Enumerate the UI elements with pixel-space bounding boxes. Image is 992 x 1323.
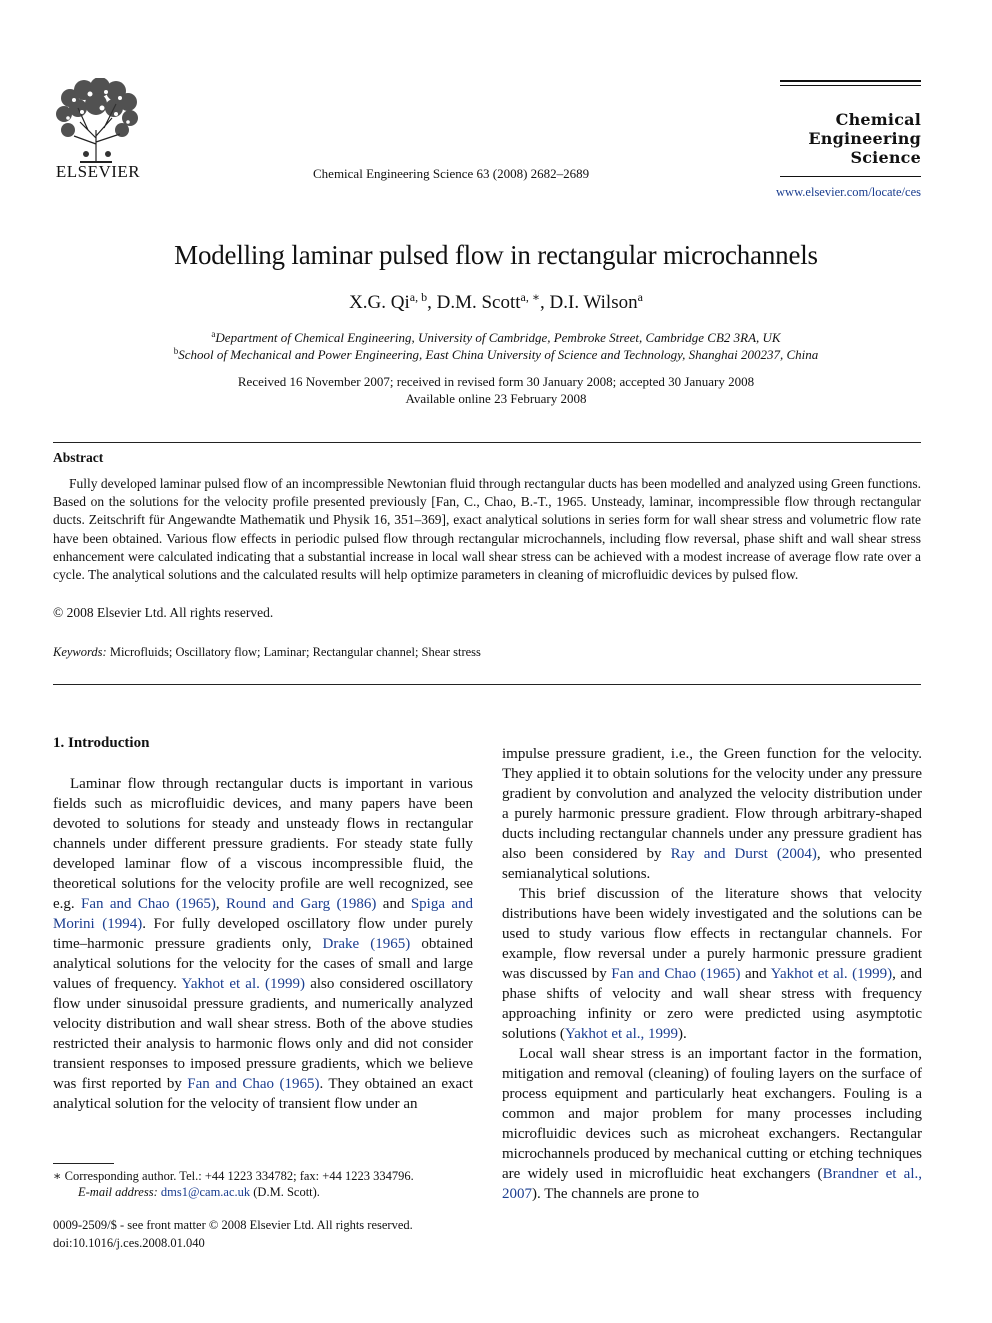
journal-name (760, 110, 921, 167)
citation-link[interactable]: Fan and Chao (1965) (81, 896, 216, 912)
journal-url-link[interactable]: www.elsevier.com/locate/ces (776, 185, 921, 199)
footnote-rule (53, 1163, 114, 1164)
citation-link[interactable]: Yakhot et al. (1999) (181, 976, 306, 992)
abstract-text: Fully developed laminar pulsed flow of an incompressible Newtonian fluid through rectangular ducts has been modelled and analyzed using Green functions. Based on the solutions for the velocity profile presented previously [Fan, C., Chao, B.-T., 1965. Unsteady, laminar, incompressible flow through rectangular ducts. Zeitschrift für Angewandte Mathematik und Physik 16, 351–369], exact analytical solutions in series form for wall shear stress and volumetric flow rate have been obtained. Various flow effects in periodic pulsed flow through rectangular microchannels, including flow reversal, phase shift and wall shear stress enhancement were calculated indicating that a substantial increase in local wall shear stress can be achieved with a modest increase of average flow rate over a cycle. The analytical solutions and the calculated results will help optimize parameters in cleaning of microfluidic devices by pulsed flow. (53, 476, 921, 583)
body-text: Laminar flow through rectangular ducts is important in various fields such as microfluidic devices, and many papers have been devoted to solutions for steady and unsteady flows in rectangular channels under different pressure gradients. For steady state fully developed laminar flow of a viscous incompressible fluid, the theoretical solutions for the velocity profile are well recognized, see e.g. (53, 776, 473, 912)
body-text: and (740, 966, 771, 982)
body-text: , who presented semianalytical solutions. (502, 846, 923, 882)
email-note (78, 1185, 320, 1200)
author-affiliation-mark: a, ∗ (520, 290, 541, 304)
body-text: and (376, 896, 411, 912)
citation-link[interactable]: Ray and Durst (2004) (670, 846, 817, 862)
body-text: This brief discussion of the literature shows that velocity distributions have been widely investigated and the solutions can be used to study various flow effects in rectangular channels. For example, flow reversal under a purely harmonic pressure gradient was discussed by (502, 886, 922, 982)
body-text: impulse pressure gradient, i.e., the Green function for the velocity. They applied it to obtain solutions for the velocity under any pressure gradient by convolution and analyzed the velocity distribution under a purely harmonic pressure gradient. Flow through arbitrary-shaped ducts including rectangular channels under any pressure gradient has also been considered by (502, 746, 922, 862)
header-rule (780, 80, 921, 82)
author-list: X.G. Qi$^{a, b}$, D.M. Scott$^{a, ∗}$, D.I. Wilson$^a$ (349, 290, 643, 313)
doi-line: doi:10.1016/j.ces.2008.01.040 (53, 1236, 205, 1250)
affiliation (0, 346, 992, 363)
body-text: . They obtained an exact analytical solution for the velocity of transient flow under an (53, 1076, 474, 1112)
article-title: Modelling laminar pulsed flow in rectangular microchannels (174, 240, 818, 270)
keywords-label: Keywords: (53, 645, 107, 659)
affiliation-text: School of Mechanical and Power Engineering, East China University of Science and Technology, Shanghai 200237, China (178, 347, 819, 362)
citation-link[interactable]: Spiga and Morini (1994) (53, 896, 473, 932)
paragraph (502, 884, 922, 1044)
body-text: Local wall shear stress is an important factor in the formation, mitigation and removal (cleaning) of fouling layers on the surface of process equipment and particularly heat exchangers. Fouling is a common and major problem for many processes including microfluidic devices such as microheat exchangers. Rectangular microchannels produced by mechanical cutting or etching techniques are widely used in microfluidic heat exchangers ( (502, 1046, 922, 1182)
body-text: ). The channels are prone to (532, 1186, 700, 1202)
divider (53, 442, 921, 443)
citation-link[interactable]: Fan and Chao (1965) (611, 966, 741, 982)
left-column (53, 774, 473, 1114)
journal-citation: Chemical Engineering Science 63 (2008) 2682–2689 (313, 166, 590, 181)
divider (53, 684, 921, 685)
author-name[interactable]: D.I. Wilson (549, 292, 638, 313)
citation-link[interactable]: Yakhot et al., 1999 (564, 1026, 678, 1042)
citation-link[interactable]: Round and Garg (1986) (226, 896, 377, 912)
body-text: , and phase shifts of velocity and wall shear stress with frequency approaching infinity or zero were predicted using asymptotic solutions ( (502, 966, 923, 1042)
abstract-heading: Abstract (53, 450, 104, 465)
citation-link[interactable]: Brandner et al., 2007 (502, 1166, 922, 1202)
email-suffix: (D.M. Scott). (253, 1185, 320, 1199)
issn-line: 0009-2509/$ - see front matter © 2008 Elsevier Ltd. All rights reserved. (53, 1218, 413, 1232)
author-name[interactable]: X.G. Qi (349, 292, 410, 313)
body-text: . For fully developed oscillatory flow under purely time–harmonic pressure gradients only, (53, 916, 473, 952)
body-text: also considered oscillatory flow under sinusoidal pressure gradients, and numerically analyzed velocity distribution and wall shear stress. Both of the above studies restricted their analysis to harmonic flows only and did not consider transient responses to imposed pressure gradients, which we believe was first reported by (53, 976, 473, 1092)
received-dates: Received 16 November 2007; received in revised form 30 January 2008; accepted 30 January 2008 (237, 374, 755, 389)
right-column (502, 744, 922, 1204)
body-text: ). (678, 1026, 687, 1042)
email-label: E-mail address: (78, 1185, 158, 1199)
author-affiliation-mark: a (637, 290, 643, 304)
header-rule (780, 176, 921, 177)
publisher-wordmark: ELSEVIER (55, 162, 141, 181)
header-rule (780, 85, 921, 86)
keywords-list: Microfluids; Oscillatory flow; Laminar; Rectangular channel; Shear stress (109, 645, 481, 659)
affiliation-text: Department of Chemical Engineering, University of Cambridge, Pembroke Street, Cambridge CB2 3RA, UK (215, 330, 781, 345)
citation-link[interactable]: Drake (1965) (322, 936, 411, 952)
available-online-date: Available online 23 February 2008 (405, 391, 587, 406)
paragraph (502, 744, 922, 884)
author-affiliation-mark: a, b (409, 290, 428, 304)
corresponding-author-note: ∗ Corresponding author. Tel.: +44 1223 334782; fax: +44 1223 334796. (53, 1169, 414, 1183)
body-text: , (215, 896, 226, 912)
abstract-copyright: © 2008 Elsevier Ltd. All rights reserved. (53, 605, 274, 620)
affiliation-mark: a (211, 329, 216, 339)
citation-link[interactable]: Yakhot et al. (1999) (770, 966, 893, 982)
body-text: obtained analytical solutions for the velocity for the cases of small and large values of frequency. (53, 936, 473, 992)
affiliation (0, 329, 992, 346)
keywords (53, 645, 481, 660)
paragraph (53, 774, 473, 1114)
journal-name-line2: Engineering Science (808, 129, 921, 167)
author-name[interactable]: D.M. Scott (436, 292, 521, 313)
citation-link[interactable]: Fan and Chao (1965) (187, 1076, 320, 1092)
email-link[interactable]: dms1@cam.ac.uk (160, 1185, 251, 1199)
affiliation-mark: b (173, 346, 179, 356)
section-heading: 1. Introduction (53, 735, 150, 751)
journal-name-line1: Chemical (835, 110, 921, 129)
paragraph (502, 1044, 922, 1204)
